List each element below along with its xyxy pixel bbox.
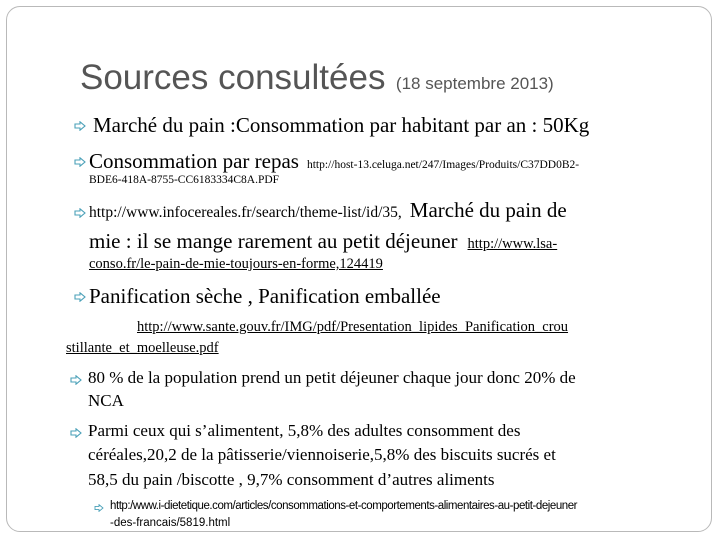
- bullet-petit-dejeuner-stat-line2: NCA: [88, 391, 124, 410]
- source-link-celuga[interactable]: http://host-13.celuga.net/247/Images/Produits/C37DD0B2-: [306, 159, 580, 171]
- bullet-consommation-par-repas: [89, 149, 579, 174]
- source-link-infocereales[interactable]: http://www.infocereales.fr/search/theme-list/id/35,: [89, 204, 402, 221]
- source-link-sante-gouv-continued[interactable]: stillante_et_moelleuse.pdf: [66, 340, 219, 356]
- bullet-text: Marché du pain de: [409, 198, 567, 222]
- bullet-alimentation-stats-line2: céréales,20,2 de la pâtisserie/viennoiserie,5,8% des biscuits sucrés et: [88, 445, 556, 464]
- slide-title: [80, 58, 554, 98]
- bullet-alimentation-stats: Parmi ceux qui s’alimentent, 5,8% des adultes consomment des: [88, 421, 521, 440]
- bullet-consommation-par-habitant: Marché du pain :Consommation par habitant par an : 50Kg: [93, 113, 590, 137]
- hollow-arrow-bullet-icon: [70, 375, 82, 385]
- bullet-alimentation-stats-line3: 58,5 du pain /biscotte , 9,7% consomment d’autres aliments: [88, 470, 495, 489]
- source-link-lsa-conso-continued[interactable]: conso.fr/le-pain-de-mie-toujours-en-forme,124419: [89, 256, 383, 272]
- hollow-arrow-bullet-icon: [74, 121, 86, 131]
- title-text: Sources consultées: [80, 58, 386, 97]
- source-link-sante-gouv[interactable]: [66, 319, 568, 336]
- link-text[interactable]: http://www.sante.gouv.fr/IMG/pdf/Presentation_lipides_Panification_crou: [137, 319, 569, 335]
- hollow-arrow-bullet-icon: [74, 292, 86, 302]
- source-link-celuga-continued[interactable]: BDE6-418A-8755-CC6183334C8A.PDF: [89, 174, 280, 186]
- hollow-arrow-bullet-icon: [74, 157, 86, 167]
- hollow-arrow-bullet-icon: [74, 208, 86, 218]
- hollow-arrow-bullet-icon: [94, 504, 104, 512]
- bullet-text: mie : il se mange rarement au petit déjeuner: [89, 229, 458, 253]
- source-link-lsa-conso[interactable]: http://www.lsa-: [467, 236, 558, 252]
- hollow-arrow-bullet-icon: [70, 428, 82, 438]
- bullet-pain-de-mie: [89, 198, 567, 223]
- source-link-i-dietetique[interactable]: http:/www.i-dietetique.com/articles/consommations-et-comportements-alimentaires-au-petit-dejeuner: [110, 500, 578, 512]
- bullet-text: Consommation par repas: [89, 149, 299, 173]
- title-date: (18 septembre 2013): [395, 74, 554, 93]
- bullet-pain-de-mie-line2: [89, 229, 557, 254]
- bullet-panification: Panification sèche , Panification emballée: [89, 284, 441, 308]
- bullet-petit-dejeuner-stat: 80 % de la population prend un petit déjeuner chaque jour donc 20% de: [88, 368, 576, 387]
- source-link-i-dietetique-continued[interactable]: -des-francais/5819.html: [110, 517, 231, 529]
